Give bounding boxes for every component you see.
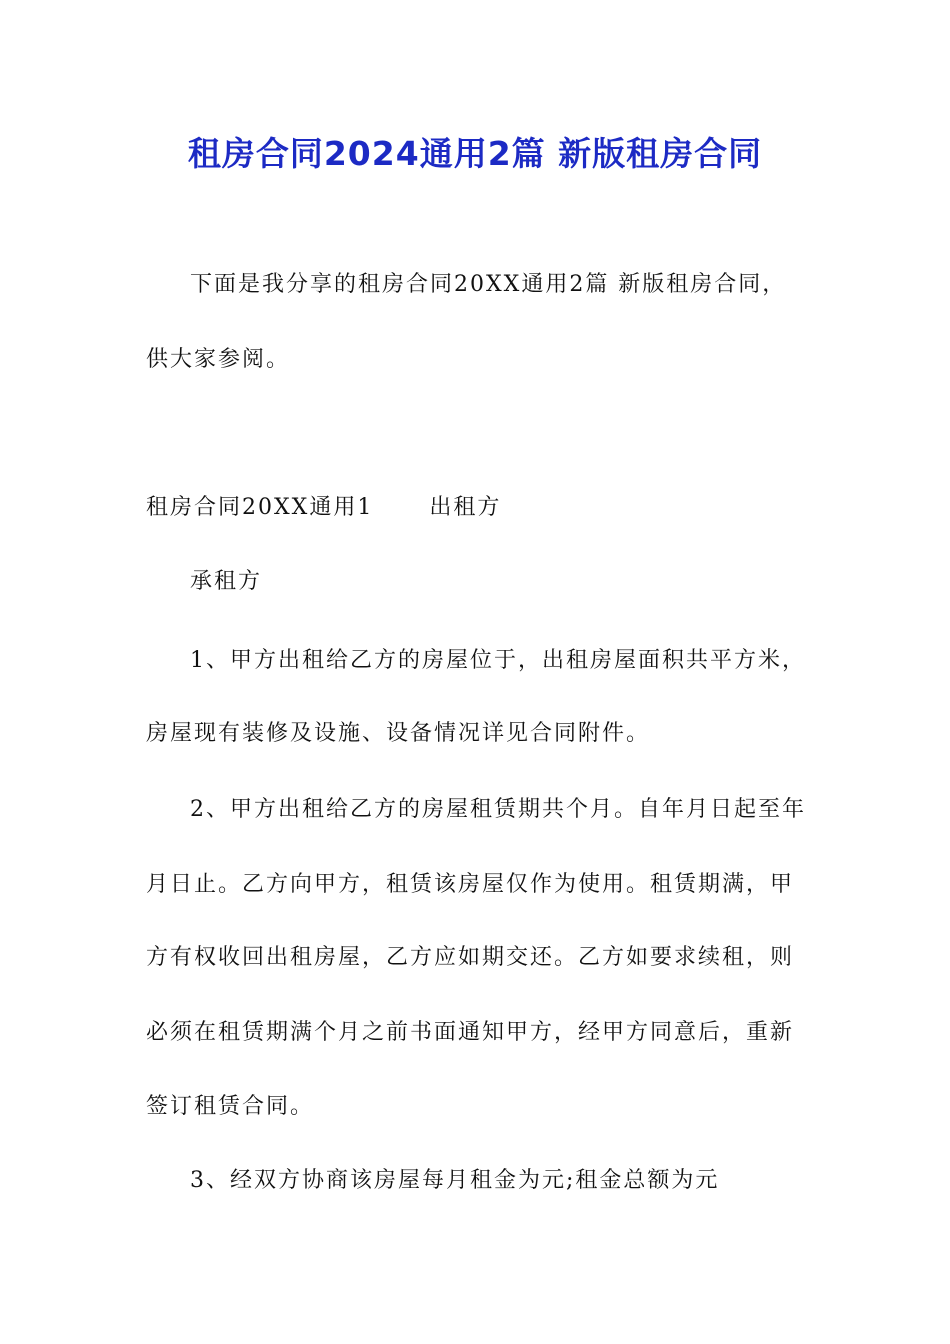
clause-2-line-5: 签订租赁合同。: [146, 1094, 315, 1119]
clause-2-line-1: 2、甲方出租给乙方的房屋租赁期共个月。自年月日起至年: [190, 797, 806, 822]
document-title: 租房合同2024通用2篇 新版租房合同: [187, 134, 763, 173]
clause-3-line-1: 3、经双方协商该房屋每月租金为元;租金总额为元: [190, 1168, 720, 1193]
lessee-label: 承租方: [190, 569, 263, 594]
intro-line-1: 下面是我分享的租房合同20XX通用2篇 新版租房合同，: [190, 272, 787, 297]
lessor-label: 出租方: [429, 495, 502, 520]
clause-2-line-2: 月日止。乙方向甲方，租赁该房屋仅作为使用。租赁期满，甲: [146, 872, 795, 897]
clause-2-line-4: 必须在租赁期满个月之前书面通知甲方，经甲方同意后，重新: [146, 1020, 795, 1045]
section-heading: 租房合同20XX通用1: [146, 495, 374, 520]
intro-line-2: 供大家参阅。: [146, 347, 291, 372]
clause-1-line-1: 1、甲方出租给乙方的房屋位于，出租房屋面积共平方米，: [190, 648, 806, 673]
clause-2-line-3: 方有权收回出租房屋，乙方应如期交还。乙方如要求续租，则: [146, 945, 795, 970]
clause-1-line-2: 房屋现有装修及设施、设备情况详见合同附件。: [146, 721, 651, 746]
section-heading-row: [146, 493, 816, 523]
